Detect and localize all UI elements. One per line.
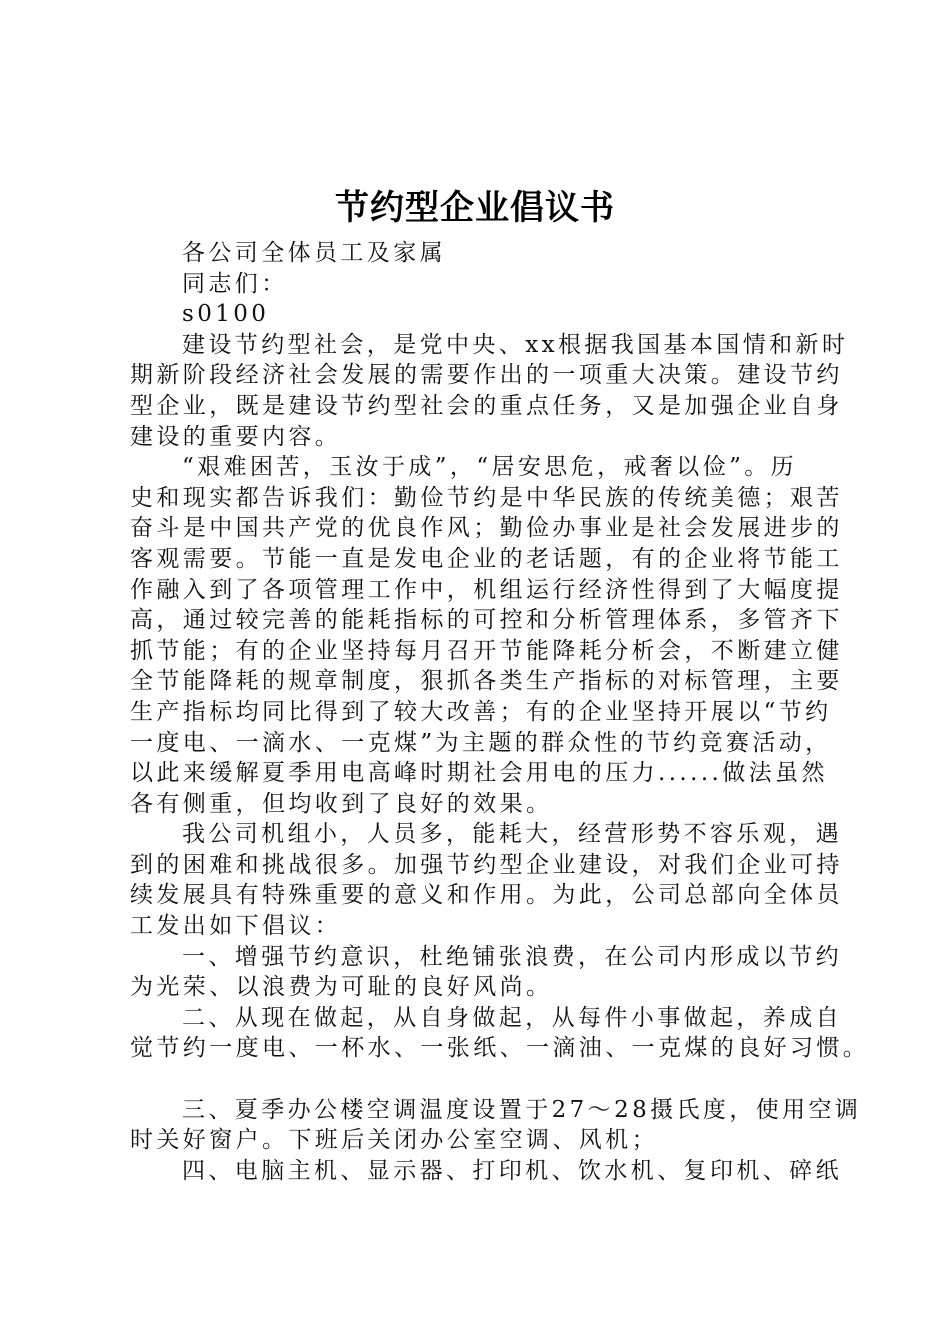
document-body [130, 238, 870, 1186]
document-title: 节约型企业倡议书 [335, 188, 615, 228]
paragraph-line: s0100 [182, 301, 270, 328]
paragraph-line: 高，通过较完善的能耗指标的可控和分析管理体系，多管齐下 [130, 607, 843, 634]
paragraph-line: 觉节约一度电、一杯水、一张纸、一滴油、一克煤的良好习惯。 [130, 1035, 870, 1062]
paragraph-line: 生产指标均同比得到了较大改善；有的企业坚持开展以“节约 [130, 698, 832, 725]
paragraph-line: 全节能降耗的规章制度，狠抓各类生产指标的对标管理，主要 [130, 668, 843, 695]
paragraph-line: 我公司机组小，人员多，能耗大，经营形势不容乐观，遇 [182, 821, 842, 848]
paragraph-line: 建设节约型社会，是党中央、xx根据我国基本国情和新时 [182, 331, 849, 358]
paragraph-line: 四、电脑主机、显示器、打印机、饮水机、复印机、碎纸 [182, 1157, 842, 1184]
paragraph-line: 抓节能；有的企业坚持每月召开节能降耗分析会，不断建立健 [130, 637, 843, 664]
paragraph-line: 工发出如下倡议： [130, 913, 342, 940]
paragraph-line: 型企业，既是建设节约型社会的重点任务，又是加强企业自身 [130, 392, 843, 419]
paragraph-line: 史和现实都告诉我们：勤俭节约是中华民族的传统美德；艰苦 [130, 484, 843, 511]
paragraph-line: 到的困难和挑战很多。加强节约型企业建设，对我们企业可持 [130, 851, 843, 878]
paragraph-line: 期新阶段经济社会发展的需要作出的一项重大决策。建设节约 [130, 362, 843, 389]
blank-line [130, 1064, 838, 1095]
paragraph-line: 客观需要。节能一直是发电企业的老话题，有的企业将节能工 [130, 545, 843, 572]
paragraph-line: 三、夏季办公楼空调温度设置于27～28摄氏度，使用空调 [182, 1096, 862, 1123]
paragraph-line: 时关好窗户。下班后关闭办公室空调、风机； [130, 1127, 658, 1154]
paragraph-line: 一度电、一滴水、一克煤”为主题的群众性的节约竞赛活动， [130, 729, 832, 756]
paragraph-line: 各有侧重，但均收到了良好的效果。 [130, 790, 553, 817]
paragraph-line: 以此来缓解夏季用电高峰时期社会用电的压力......做法虽然 [130, 760, 828, 787]
paragraph-line: 同志们： [182, 270, 288, 297]
paragraph-line: 续发展具有特殊重要的意义和作用。为此，公司总部向全体员 [130, 882, 843, 909]
paragraph-line: 建设的重要内容。 [130, 423, 342, 450]
paragraph-line: “艰难困苦，玉汝于成”，“居安思危，戒奢以俭”。历 [182, 454, 798, 481]
paragraph-line: 奋斗是中国共产党的优良作风；勤俭办事业是社会发展进步的 [130, 515, 843, 542]
paragraph-line: 二、从现在做起，从自身做起，从每件小事做起，养成自 [182, 1004, 842, 1031]
paragraph-line: 作融入到了各项管理工作中，机组运行经济性得到了大幅度提 [130, 576, 843, 603]
paragraph-line: 各公司全体员工及家属 [182, 240, 446, 266]
paragraph-line: 一、增强节约意识，杜绝铺张浪费，在公司内形成以节约 [182, 943, 842, 970]
paragraph-line: 为光荣、以浪费为可耻的良好风尚。 [130, 974, 553, 1001]
